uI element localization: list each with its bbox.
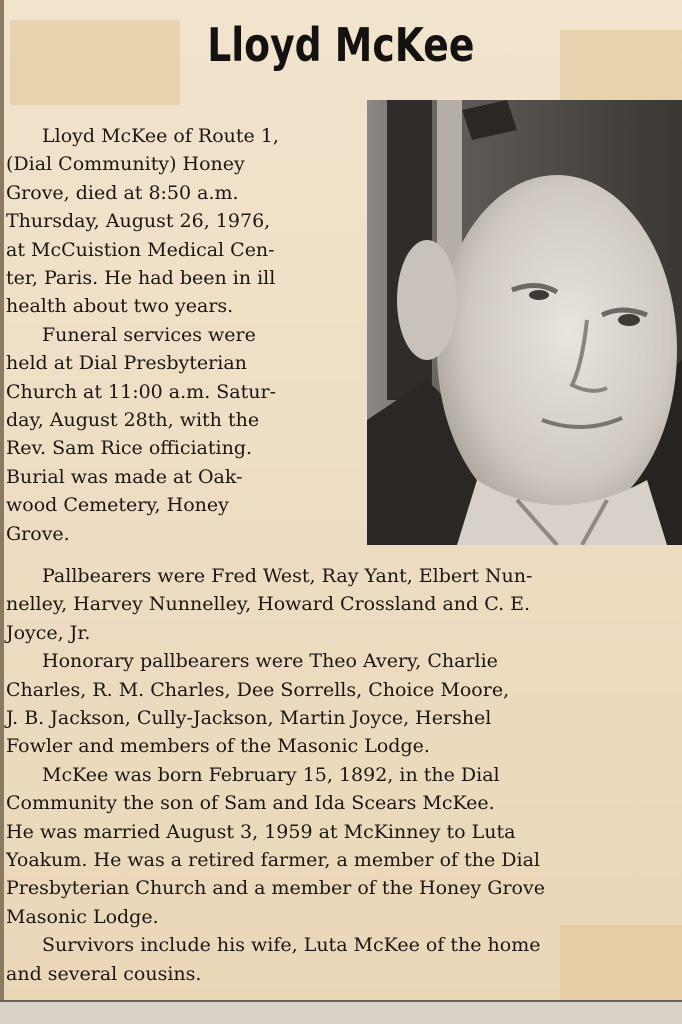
text-line: Survivors include his wife, Luta McKee of the home bbox=[42, 934, 541, 957]
text-line: Burial was made at Oak- bbox=[6, 465, 243, 488]
text-line: Community the son of Sam and Ida Scears McKee. bbox=[6, 792, 495, 815]
text-line: McKee was born February 15, 1892, in the Dial bbox=[42, 763, 500, 786]
clipping-edge bbox=[0, 0, 4, 1024]
portrait-photo-icon bbox=[367, 100, 682, 545]
text-line: ter, Paris. He had been in ill bbox=[6, 267, 276, 290]
text-line: Grove. bbox=[6, 522, 70, 545]
text-line: health about two years. bbox=[6, 295, 234, 318]
backing-paper bbox=[0, 1000, 682, 1024]
text-line: wood Cemetery, Honey bbox=[6, 494, 229, 517]
text-line: and several cousins. bbox=[6, 962, 202, 985]
portrait-photo bbox=[367, 100, 682, 545]
text-line: Grove, died at 8:50 a.m. bbox=[6, 181, 239, 204]
text-line: Funeral services were bbox=[42, 323, 256, 346]
text-line: Presbyterian Church and a member of the Honey Grove bbox=[6, 877, 545, 900]
text-line: Charles, R. M. Charles, Dee Sorrells, Choice Moore, bbox=[6, 678, 510, 701]
text-line: at McCuistion Medical Cen- bbox=[6, 238, 275, 261]
text-line: Masonic Lodge. bbox=[6, 905, 159, 928]
obituary-title: Lloyd McKee bbox=[207, 18, 475, 72]
text-line: day, August 28th, with the bbox=[6, 409, 260, 432]
text-line: Thursday, August 26, 1976, bbox=[6, 210, 271, 233]
text-line: J. B. Jackson, Cully-Jackson, Martin Joyce, Hershel bbox=[6, 707, 492, 730]
text-line: He was married August 3, 1959 at McKinney to Luta bbox=[6, 820, 516, 843]
text-line: Rev. Sam Rice officiating. bbox=[6, 437, 253, 460]
text-line: Pallbearers were Fred West, Ray Yant, Elbert Nun- bbox=[42, 565, 533, 587]
text-line: nelley, Harvey Nunnelley, Howard Crossland and C. E. bbox=[6, 593, 531, 616]
text-line: Church at 11:00 a.m. Satur- bbox=[6, 380, 276, 403]
obituary-body bbox=[6, 562, 656, 988]
text-line: Joyce, Jr. bbox=[6, 621, 91, 644]
obituary-column bbox=[6, 122, 354, 548]
text-line: (Dial Community) Honey bbox=[6, 153, 245, 176]
text-line: Honorary pallbearers were Theo Avery, Charlie bbox=[42, 650, 498, 673]
text-line: Fowler and members of the Masonic Lodge. bbox=[6, 735, 430, 758]
text-line: Yoakum. He was a retired farmer, a member of the Dial bbox=[6, 849, 541, 872]
text-line: Lloyd McKee of Route 1, bbox=[42, 125, 279, 147]
text-line: held at Dial Presbyterian bbox=[6, 352, 247, 375]
